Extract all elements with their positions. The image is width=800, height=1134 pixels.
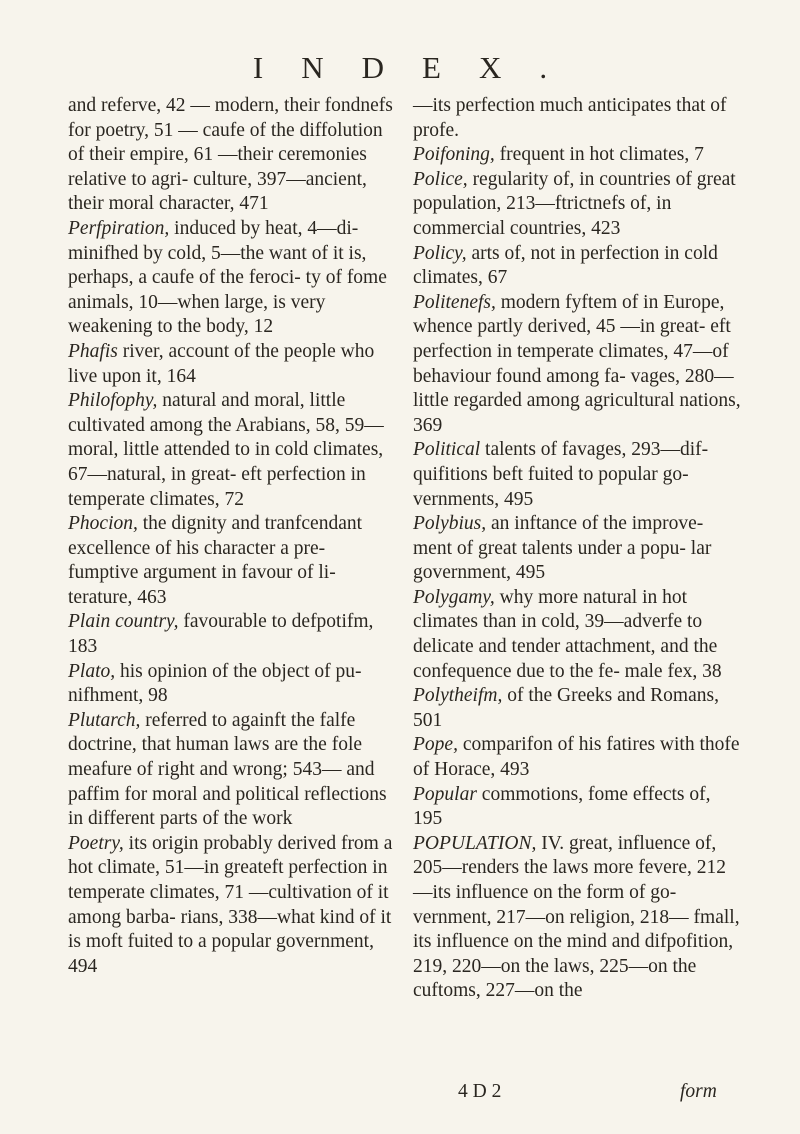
entry-text: referred to againft the falfe doctrine, that human laws are the fole meafure of right and wrong; 543— and paffim for moral and political reflections in different parts of the work (68, 709, 387, 830)
index-entry (413, 733, 743, 782)
index-entry (68, 94, 398, 217)
entry-text: comparifon of his fatires with thofe of Horace, 493 (413, 734, 740, 781)
index-entry (68, 389, 398, 512)
entry-text: —its perfection much anticipates that of profe. (413, 95, 727, 141)
index-entry (68, 340, 398, 389)
entry-heading: Poetry, (68, 832, 124, 854)
entry-text: why more natural in hot climates than in cold, 39—adverfe to delicate and tender attachment, and the confequence due to the fe- male fex, 38 (413, 586, 722, 682)
entry-text: modern fyftem of in Europe, whence partly derived, 45 —in great- eft perfection in temperate climates, 47—of behaviour found among fa- vages, 280—little regarded among agricultural nations, 369 (413, 291, 741, 436)
entry-heading: Police, (413, 168, 468, 190)
index-entry (413, 143, 743, 168)
entry-text: its origin probably derived from a hot climate, 51—in greateft perfection in temperate climates, 71 —cultivation of it among barba- rians, 338—what kind of it is moft fuited to a popular government, 494 (68, 832, 393, 977)
catchword: form (680, 1081, 717, 1102)
entry-heading: Political (413, 439, 481, 461)
entry-heading: Plato, (68, 660, 116, 682)
entry-text: IV. great, influence of, 205—renders the laws more fevere, 212—its influence on the form of go- vernment, 217—on religion, 218— fmall, its influence on the mind and difpofition, 219, 220—on the laws, 225—on the cuftoms, 227—on the (413, 832, 740, 1002)
entry-text: commotions, fome effects of, 195 (413, 783, 711, 830)
index-entry (413, 168, 743, 242)
entry-text: arts of, not in perfection in cold climates, 67 (413, 242, 718, 289)
index-entry (413, 438, 743, 512)
entry-heading: Perfpiration, (68, 217, 170, 239)
entry-text: regularity of, in countries of great population, 213—ftrictnefs of, in commercial countries, 423 (413, 168, 736, 239)
entry-heading: Phafis (68, 340, 118, 362)
entry-heading: Popular (413, 783, 477, 805)
index-entry (68, 610, 398, 659)
entry-heading: Plutarch, (68, 709, 141, 731)
index-entry (68, 832, 398, 980)
entry-heading: Plain country, (68, 611, 179, 633)
index-entry (413, 783, 743, 832)
entry-text: the dignity and tranfcendant excellence of his character a pre- fumptive argument in favour of li- terature, 463 (68, 513, 363, 608)
index-header: INDEX. (252, 50, 586, 85)
index-entry (413, 291, 743, 439)
index-entry (68, 217, 398, 340)
index-entry (68, 660, 398, 709)
entry-heading: Policy, (413, 242, 467, 264)
index-entry (413, 586, 743, 684)
entry-heading: Pope, (413, 734, 458, 756)
right-column (413, 94, 743, 1004)
index-entry (68, 709, 398, 832)
entry-heading: Philofophy, (68, 390, 158, 412)
entry-heading: Polybius, (413, 513, 487, 535)
entry-text: talents of favages, 293—dif- quifitions beft fuited to popular go- vernments, 495 (413, 439, 709, 510)
index-entry (413, 832, 743, 1004)
index-entry (413, 512, 743, 586)
entry-heading: Poifoning, (413, 144, 495, 166)
entry-text: and referve, 42 — modern, their fondnefs for poetry, 51 — caufe of the diffolution of their empire, 61 —their ceremonies relative to agri- culture, 397—ancient, their moral character, 471 (68, 95, 393, 215)
left-column (68, 94, 398, 979)
entry-heading: Phocion, (68, 513, 138, 535)
entry-heading: POPULATION, (413, 832, 537, 854)
entry-text: induced by heat, 4—di- minifhed by cold, 5—the want of it is, perhaps, a caufe of the feroci- ty of fome animals, 10—when large, is very weakening to the body, 12 (68, 217, 387, 338)
entry-text: an inftance of the improve- ment of great talents under a popu- lar government, 495 (413, 513, 712, 584)
index-entry (413, 242, 743, 291)
index-entry (413, 684, 743, 733)
entry-heading: Polytheifm, (413, 685, 503, 707)
index-entry (413, 94, 743, 143)
entry-text: river, account of the people who live upon it, 164 (68, 340, 375, 387)
entry-text: favourable to defpotifm, 183 (68, 611, 374, 658)
entry-text: frequent in hot climates, 7 (494, 144, 704, 166)
entry-heading: Politenefs, (413, 291, 496, 313)
index-entry (68, 512, 398, 610)
entry-text: his opinion of the object of pu- nifhment, 98 (68, 660, 362, 707)
entry-text: natural and moral, little cultivated among the Arabians, 58, 59—moral, little attended to in cold climates, 67—natural, in great- eft perfection in temperate climates, 72 (68, 390, 384, 510)
signature-mark: 4 D 2 (458, 1081, 502, 1102)
entry-text: of the Greeks and Romans, 501 (413, 685, 719, 731)
entry-heading: Polygamy, (413, 586, 495, 608)
